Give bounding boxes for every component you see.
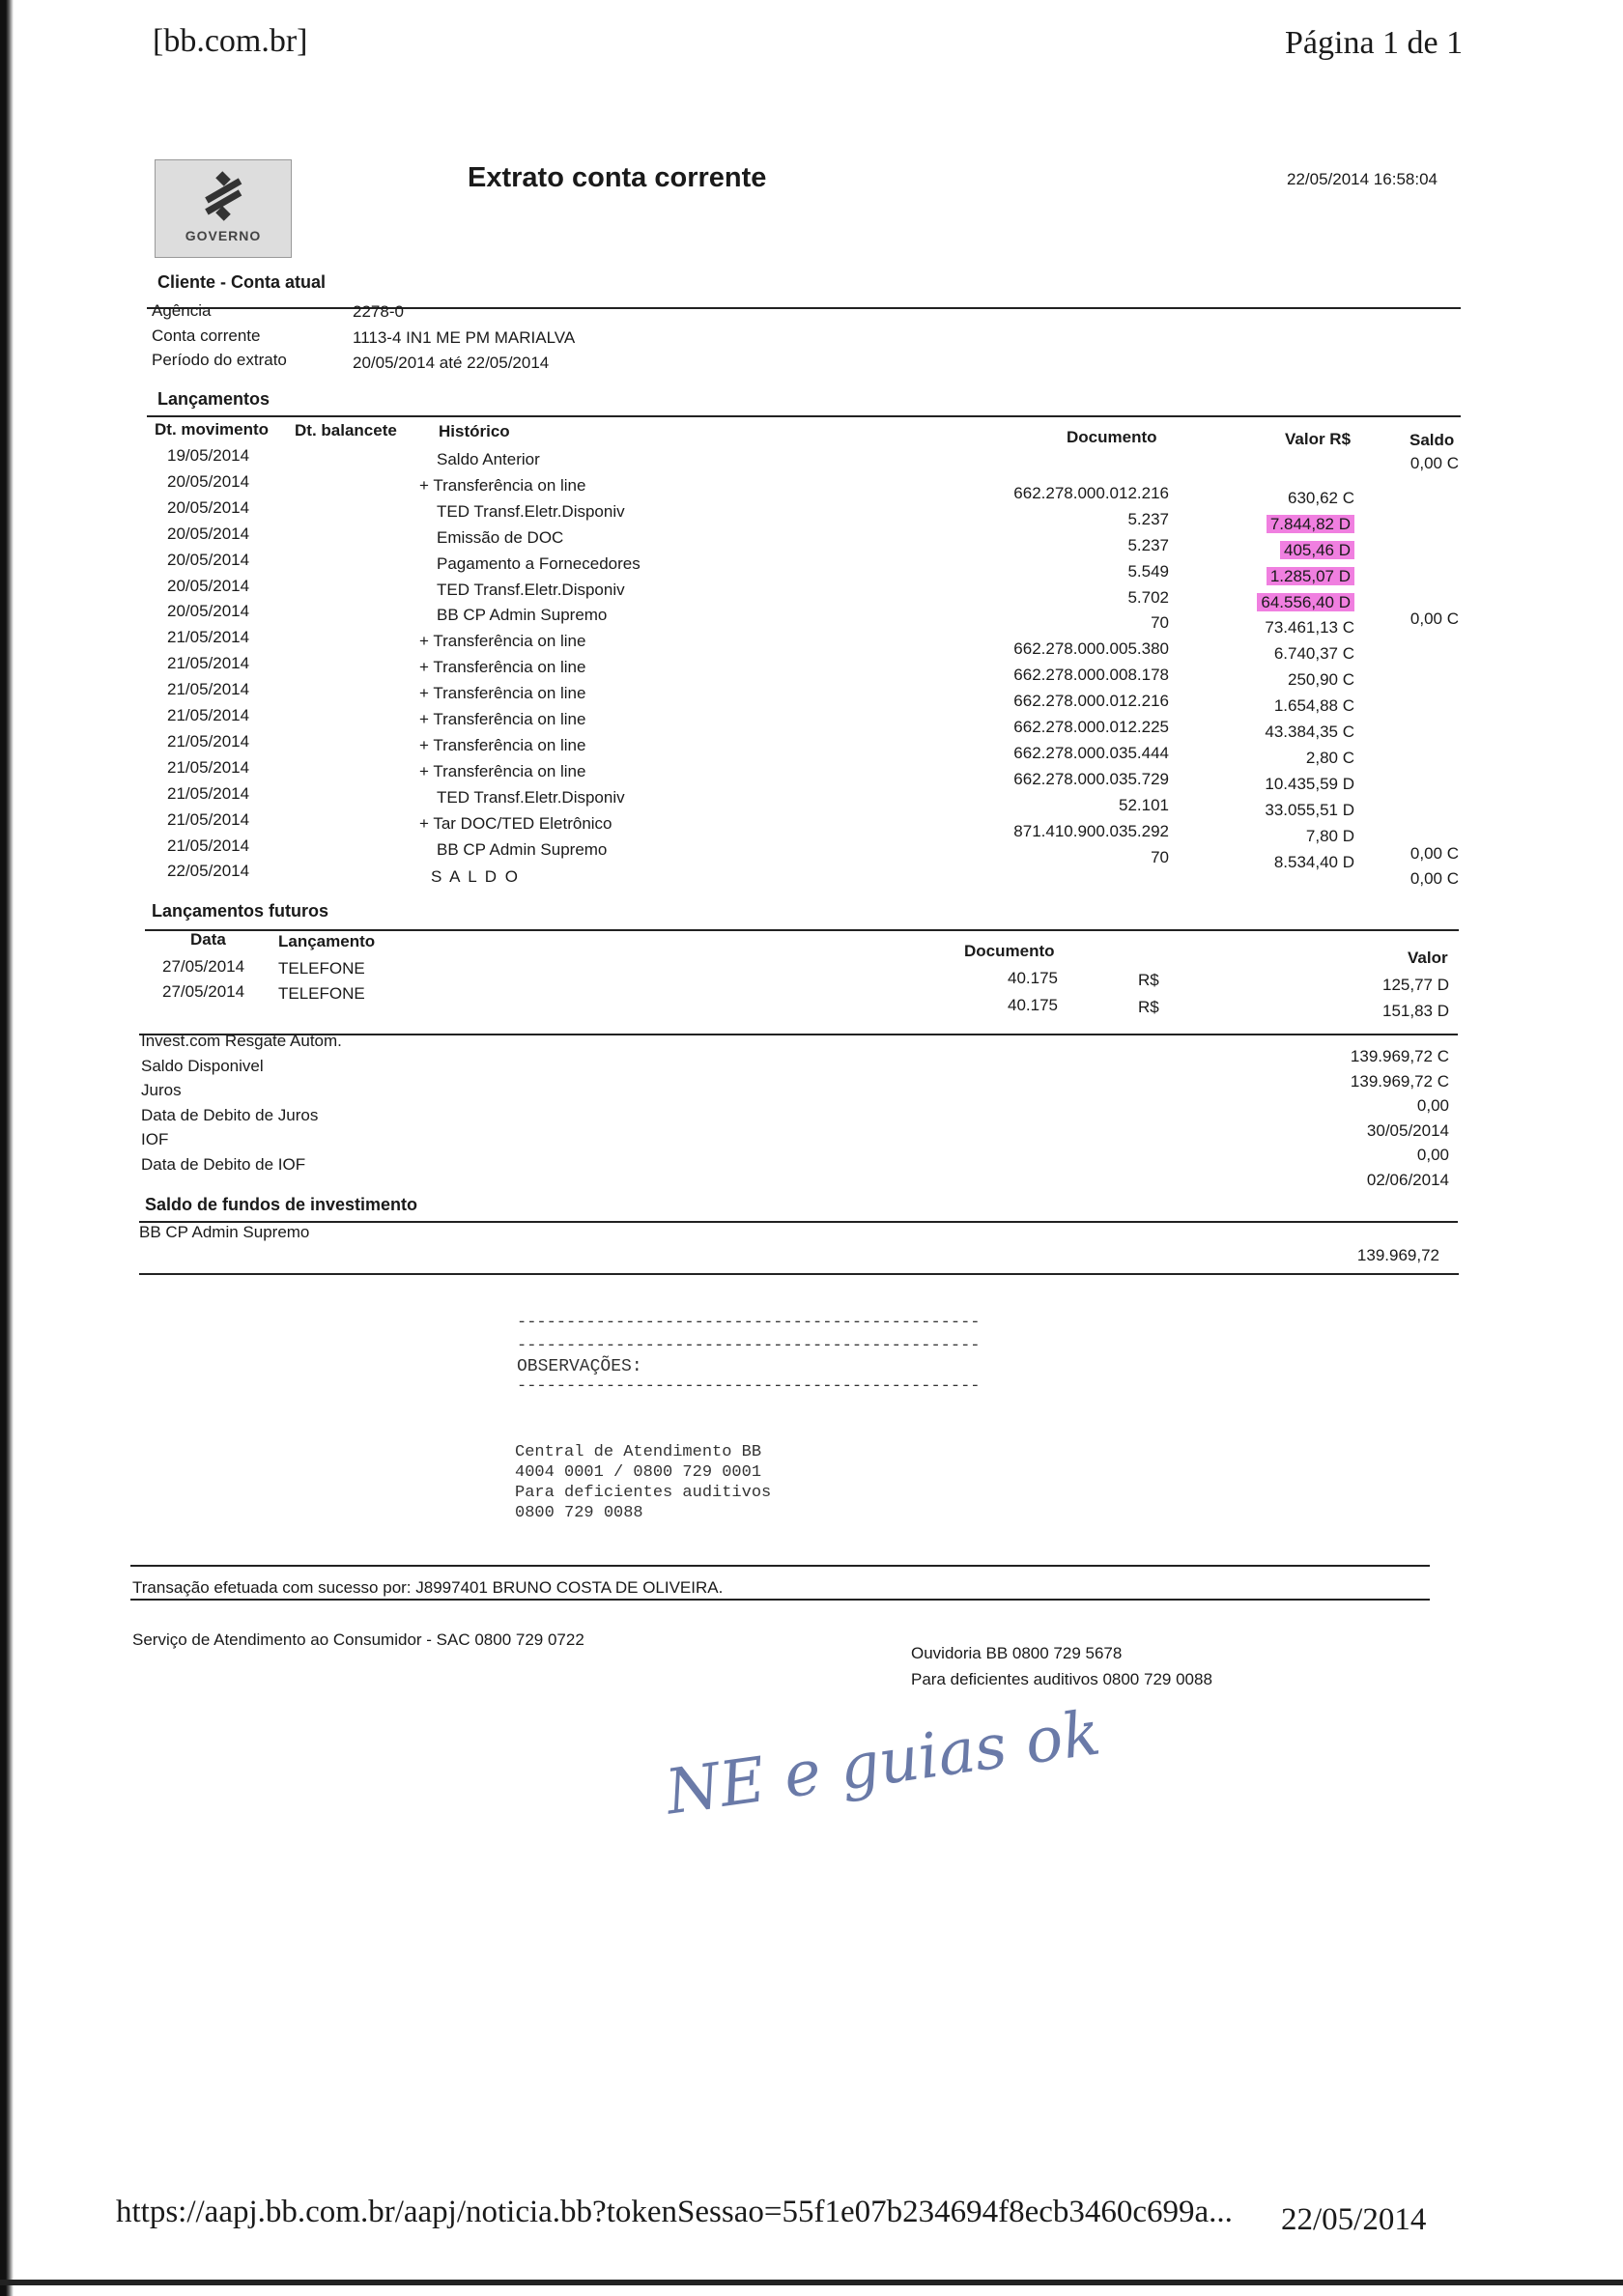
handwritten-note: NE e guias ok: [661, 1697, 1105, 1829]
summary-value: 30/05/2014: [1366, 1121, 1449, 1140]
tx-historico: + Transferência on line: [419, 762, 586, 780]
futuro-valor: 151,83 D: [1382, 1002, 1449, 1020]
tx-valor: 2,80 C: [1305, 749, 1354, 767]
conta-label: Conta corrente: [152, 326, 261, 345]
futuro-date: 27/05/2014: [162, 982, 245, 1001]
tx-date: 20/05/2014: [167, 524, 250, 543]
col-data: Data: [190, 930, 226, 949]
futuro-doc: 40.175: [1008, 969, 1058, 987]
divider: [139, 1273, 1459, 1275]
tx-date: 20/05/2014: [167, 577, 250, 595]
col-lancamento: Lançamento: [278, 932, 376, 950]
summary-value: 0,00: [1416, 1096, 1449, 1115]
tx-date: 20/05/2014: [167, 602, 250, 620]
tx-date: 20/05/2014: [167, 498, 250, 517]
tx-documento: 662.278.000.012.216: [1013, 484, 1169, 502]
bb-logo-icon: [196, 170, 250, 224]
tx-valor: 10.435,59 D: [1265, 775, 1354, 793]
divider: [130, 1565, 1430, 1567]
col-saldo: Saldo: [1409, 431, 1455, 449]
col-valor: Valor R$: [1285, 430, 1352, 448]
page-header-page-number: Página 1 de 1: [1285, 25, 1464, 61]
futuro-doc: 40.175: [1008, 996, 1058, 1014]
tx-documento: 5.549: [1127, 562, 1169, 581]
tx-historico: + Transferência on line: [419, 710, 586, 728]
tx-documento: 70: [1151, 613, 1169, 632]
central-line: Para deficientes auditivos: [515, 1484, 772, 1502]
divider: [145, 929, 1459, 931]
tx-saldo: 0,00 C: [1409, 454, 1459, 472]
tx-date: 21/05/2014: [167, 706, 250, 724]
col-documento: Documento: [1067, 428, 1157, 446]
tx-documento: 662.278.000.035.444: [1013, 744, 1169, 762]
summary-label: Juros: [141, 1081, 182, 1099]
tx-historico: TED Transf.Eletr.Disponiv: [437, 581, 625, 599]
summary-value: 02/06/2014: [1366, 1171, 1449, 1189]
futuro-desc: TELEFONE: [278, 984, 365, 1003]
tx-valor: 6.740,37 C: [1273, 644, 1354, 663]
agencia-value: 2278-0: [353, 302, 404, 321]
col-futuro-valor: Valor: [1408, 949, 1448, 967]
lancamentos-heading: Lançamentos: [157, 389, 270, 409]
tx-date: 21/05/2014: [167, 628, 250, 646]
fundo-name: BB CP Admin Supremo: [139, 1223, 310, 1241]
page-header-site: [bb.com.br]: [153, 23, 308, 59]
tx-date: 21/05/2014: [167, 758, 250, 777]
tx-valor: [1159, 515, 1354, 534]
tx-date: 20/05/2014: [167, 551, 250, 569]
tx-date: 22/05/2014: [167, 862, 250, 880]
tx-documento: 70: [1151, 848, 1169, 866]
tx-documento: 5.237: [1127, 536, 1169, 554]
scan-edge-bottom: [0, 2280, 1623, 2285]
col-futuro-documento: Documento: [964, 942, 1055, 960]
summary-label: Invest.com Resgate Autom.: [141, 1032, 342, 1050]
col-historico: Histórico: [439, 422, 510, 440]
tx-valor: [1159, 593, 1354, 612]
divider: [147, 415, 1461, 417]
highlighted-valor: 64.556,40 D: [1257, 593, 1354, 611]
central-line: 4004 0001 / 0800 729 0001: [515, 1463, 762, 1482]
tx-documento: 662.278.000.035.729: [1013, 770, 1169, 788]
central-line: 0800 729 0088: [515, 1504, 643, 1522]
divider: [147, 307, 1461, 309]
tx-valor: 33.055,51 D: [1265, 801, 1354, 819]
summary-value: 139.969,72 C: [1350, 1072, 1449, 1091]
summary-label: IOF: [141, 1130, 169, 1148]
tx-documento: 662.278.000.012.216: [1013, 692, 1169, 710]
col-dt-balancete: Dt. balancete: [295, 421, 397, 439]
highlighted-valor: 7.844,82 D: [1267, 515, 1354, 533]
page-title: Extrato conta corrente: [468, 162, 767, 193]
tx-valor: 73.461,13 C: [1265, 618, 1354, 637]
tx-historico: + Tar DOC/TED Eletrônico: [419, 814, 612, 833]
tx-historico: + Transferência on line: [419, 658, 586, 676]
tx-valor: 1.654,88 C: [1273, 696, 1354, 715]
tx-documento: 662.278.000.012.225: [1013, 718, 1169, 736]
sac-text: Serviço de Atendimento ao Consumidor - SAC 0800 729 0722: [132, 1630, 584, 1649]
tx-historico: + Transferência on line: [419, 684, 586, 702]
summary-value: 0,00: [1416, 1146, 1449, 1164]
tx-valor: 43.384,35 C: [1265, 723, 1354, 741]
tx-date: 21/05/2014: [167, 810, 250, 829]
fundo-value: 139.969,72: [1356, 1246, 1439, 1264]
tx-historico: S A L D O: [431, 867, 521, 886]
tx-date: 21/05/2014: [167, 680, 250, 698]
divider: [139, 1221, 1458, 1223]
futuro-currency: R$: [1138, 998, 1159, 1016]
col-dt-movimento: Dt. movimento: [155, 420, 270, 439]
tx-documento: 871.410.900.035.292: [1013, 822, 1169, 840]
bank-logo: [155, 159, 292, 258]
tx-documento: 5.702: [1127, 588, 1169, 607]
tx-saldo: 0,00 C: [1409, 844, 1459, 863]
tx-documento: 52.101: [1119, 796, 1169, 814]
conta-value: 1113-4 IN1 ME PM MARIALVA: [353, 328, 576, 347]
periodo-value: 20/05/2014 até 22/05/2014: [353, 354, 550, 372]
cliente-heading: Cliente - Conta atual: [157, 272, 327, 292]
tx-valor: 250,90 C: [1288, 670, 1354, 689]
divider: [130, 1599, 1430, 1601]
page-footer-url: https://aapj.bb.com.br/aapj/noticia.bb?tokenSessao=55f1e07b234694f8ecb3460c699a...: [116, 2195, 1233, 2229]
logo-text: GOVERNO: [185, 228, 262, 243]
tx-documento: 5.237: [1127, 510, 1169, 528]
scan-edge: [0, 0, 14, 2296]
tx-date: 21/05/2014: [167, 732, 250, 751]
tx-valor: [1159, 567, 1354, 586]
tx-valor: 8.534,40 D: [1273, 853, 1354, 871]
tx-historico: Emissão de DOC: [437, 528, 564, 547]
tx-documento: 662.278.000.008.178: [1013, 666, 1169, 684]
tx-historico: BB CP Admin Supremo: [437, 606, 608, 624]
highlighted-valor: 1.285,07 D: [1267, 567, 1354, 585]
futuro-currency: R$: [1138, 971, 1159, 989]
transacao-text: Transação efetuada com sucesso por: J8997401 BRUNO COSTA DE OLIVEIRA.: [132, 1578, 724, 1597]
dash-line: -----------------------------------------------: [517, 1314, 981, 1332]
tx-date: 21/05/2014: [167, 784, 250, 803]
tx-historico: Pagamento a Fornecedores: [437, 554, 641, 573]
tx-date: 19/05/2014: [167, 446, 250, 465]
tx-historico: + Transferência on line: [419, 632, 586, 650]
tx-saldo: 0,00 C: [1409, 869, 1459, 888]
fundos-heading: Saldo de fundos de investimento: [145, 1195, 418, 1214]
tx-valor: [1159, 541, 1354, 560]
dash-line: -----------------------------------------------: [517, 1337, 981, 1355]
futuro-date: 27/05/2014: [162, 957, 245, 976]
summary-label: Data de Debito de Juros: [141, 1106, 319, 1124]
tx-date: 21/05/2014: [167, 836, 250, 855]
ouvidoria-text: Ouvidoria BB 0800 729 5678: [911, 1644, 1123, 1662]
futuro-desc: TELEFONE: [278, 959, 365, 978]
tx-historico: BB CP Admin Supremo: [437, 840, 608, 859]
tx-documento: 662.278.000.005.380: [1013, 639, 1169, 658]
summary-label: Data de Debito de IOF: [141, 1155, 306, 1174]
deficientes-text: Para deficientes auditivos 0800 729 0088: [911, 1670, 1212, 1688]
tx-historico: + Transferência on line: [419, 476, 586, 495]
observacoes-label: OBSERVAÇÕES:: [517, 1357, 642, 1376]
futuro-valor: 125,77 D: [1382, 976, 1449, 994]
tx-valor: 630,62 C: [1288, 489, 1354, 507]
tx-date: 20/05/2014: [167, 472, 250, 491]
highlighted-valor: 405,46 D: [1280, 541, 1354, 559]
dash-line: -----------------------------------------------: [517, 1377, 981, 1396]
page-footer-date: 22/05/2014: [1281, 2202, 1427, 2237]
summary-label: Saldo Disponivel: [141, 1057, 264, 1075]
tx-historico: TED Transf.Eletr.Disponiv: [437, 788, 625, 807]
central-line: Central de Atendimento BB: [515, 1443, 762, 1461]
tx-date: 21/05/2014: [167, 654, 250, 672]
tx-historico: TED Transf.Eletr.Disponiv: [437, 502, 625, 521]
futuros-heading: Lançamentos futuros: [152, 901, 329, 921]
tx-historico: + Transferência on line: [419, 736, 586, 754]
tx-valor: 7,80 D: [1305, 827, 1354, 845]
agencia-label: Agência: [152, 301, 212, 320]
summary-value: 139.969,72 C: [1350, 1047, 1449, 1065]
tx-historico: Saldo Anterior: [437, 450, 540, 468]
statement-datetime: 22/05/2014 16:58:04: [1287, 170, 1438, 188]
tx-saldo: 0,00 C: [1409, 609, 1459, 628]
periodo-label: Período do extrato: [152, 351, 287, 369]
